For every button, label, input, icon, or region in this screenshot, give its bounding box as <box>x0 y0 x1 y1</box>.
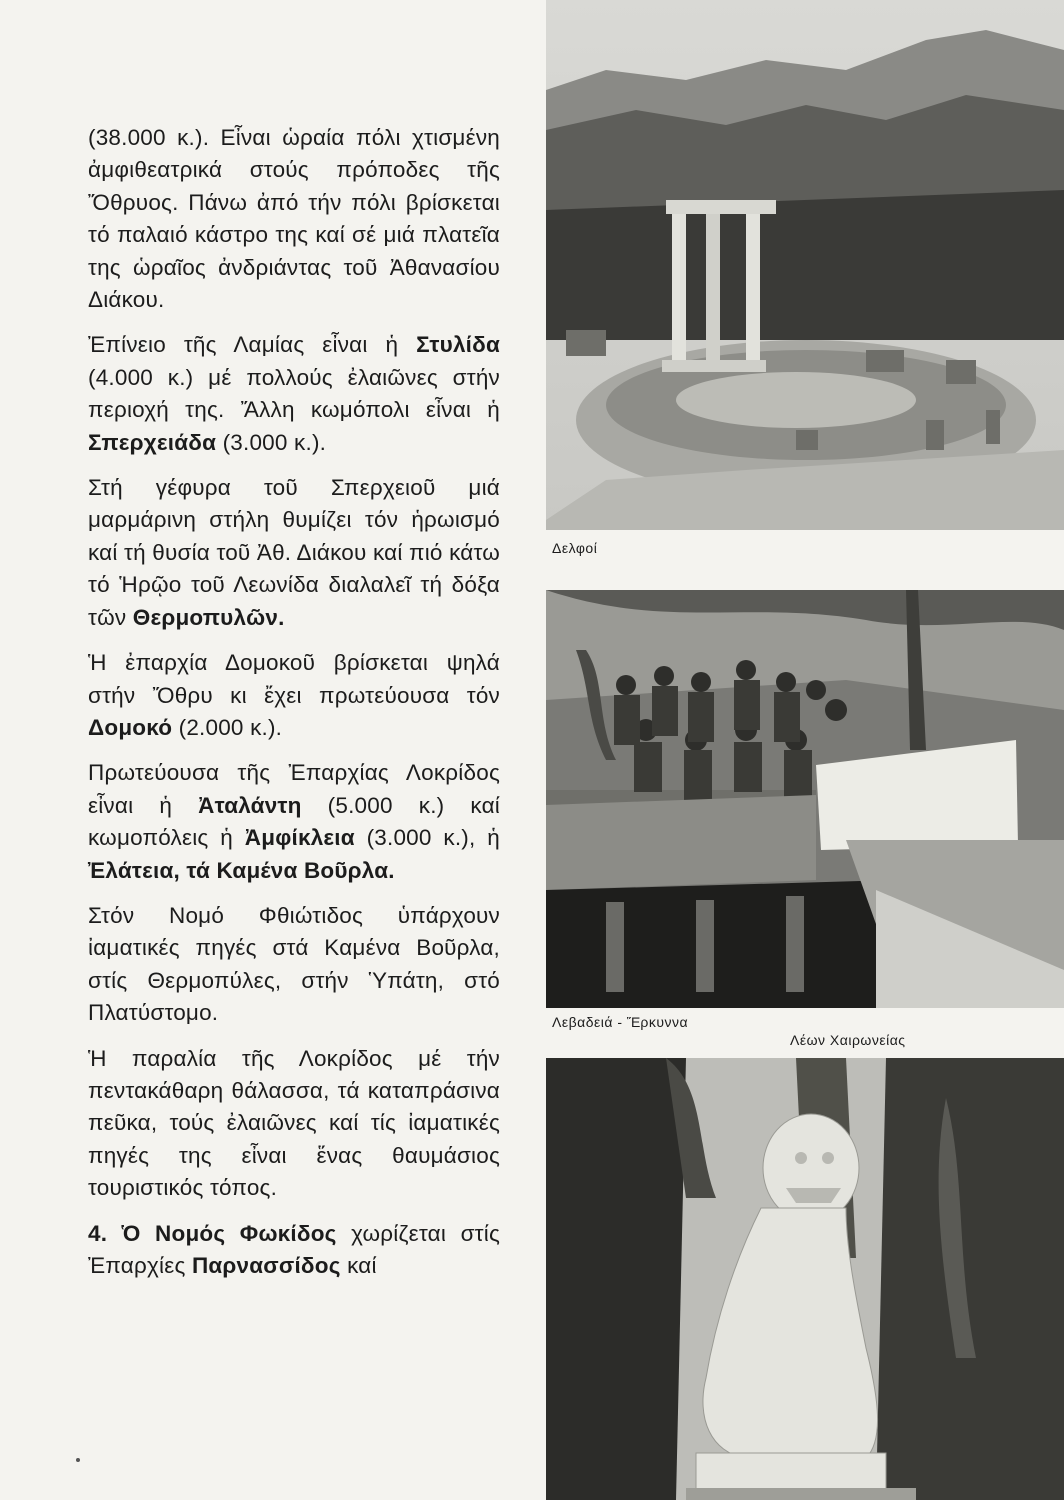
p1-text: (38.000 κ.). Εἶναι ὡραία πόλι χτισμένη ἀμφιθεατρικά στούς πρόποδες τῆς Ὄθρυος. Πάνω ἀπό τήν πόλι βρίσκεται τό παλαιό κάστρο της καί σέ μιά πλατεῖα της ὡραῖος ἀνδριάντας τοῦ Ἀθανασίου Διάκου. <box>88 125 500 313</box>
place-spercheiada: Σπερχειάδα <box>88 429 217 455</box>
caption-levadeia: Λεβαδειά - Ἕρκυννα <box>552 1014 689 1030</box>
p8-text-d: καί <box>340 1253 377 1278</box>
paragraph-lamia <box>88 122 500 316</box>
place-thermopylae: Θερμοπυλῶν. <box>132 604 285 630</box>
p8-text-b: χωρίζεται στίς Ἐπαρχίες <box>88 1220 500 1278</box>
p3-text-a: Στή γέφυρα τοῦ Σπερχειοῦ μιά μαρμάρινη στήλη θυμίζει τόν ἡρωισμό καί τή θυσία τοῦ Ἀθ. Διάκου καί πιό κάτω τό Ἡρῷο τοῦ Λεωνίδα διαλαλεῖ τή δόξα τῶν <box>88 475 500 630</box>
place-domokos: Δομοκό <box>88 714 173 740</box>
paragraph-thermopylae <box>88 472 500 634</box>
place-parnassida: Παρνασσίδος <box>191 1253 341 1278</box>
photo-delphi <box>546 0 1064 530</box>
paragraph-springs <box>88 900 500 1030</box>
p5-text-a: Πρωτεύουσα τῆς Ἐπαρχίας Λοκρίδος εἶναι ἡ <box>88 760 500 818</box>
p6-text: Στόν Νομό Φθιώτιδος ὑπάρχουν ἰαματικές πηγές στά Καμένα Βοῦρλα, στίς Θερμοπύλες, στήν Ὑπάτη, στό Πλατύστομο. <box>88 902 500 1026</box>
place-amfikleia: Ἀμφίκλεια <box>244 825 355 851</box>
lion-chaironeia-image <box>546 1058 1064 1500</box>
caption-delphi: Δελφοί <box>552 540 598 556</box>
place-stylida: Στυλίδα <box>416 332 500 358</box>
photo-chaironeia <box>546 1058 1064 1500</box>
paragraph-stylida <box>88 329 500 459</box>
p5-text-c: (5.000 κ.) καί κωμοπόλεις ἡ <box>88 792 500 851</box>
p2-text-a: Ἐπίνειο τῆς Λαμίας εἶναι ἡ <box>88 332 417 358</box>
p2-text-c: (4.000 κ.) μέ πολλούς ἐλαιῶνες στήν περιοχή της. Ἄλλη κωμόπολι εἶναι ἡ <box>88 364 500 423</box>
p7-text: Ἡ παραλία τῆς Λοκρίδος μέ τήν πεντακάθαρη θάλασσα, τά καταπράσινα πεῦκα, τούς ἐλαιῶνες καί τίς ἰαματικές πηγές της εἶναι ἕνας θαυμάσιος τουριστικός τόπος. <box>88 1045 500 1201</box>
page-mark <box>76 1458 80 1462</box>
p4-text-c: (2.000 κ.). <box>172 714 283 740</box>
photo-levadeia <box>546 590 1064 1008</box>
paragraph-coast <box>88 1043 500 1205</box>
place-elateia: Ἐλάτεια, τά Καμένα Βοῦρλα. <box>88 857 395 883</box>
p4-text-a: Ἡ ἐπαρχία Δομοκοῦ βρίσκεται ψηλά στήν Ὄθρυ κι ἔχει πρωτεύουσα τόν <box>88 650 500 708</box>
heading-fokis: 4. Ὁ Νομός Φωκίδος <box>88 1220 337 1246</box>
caption-chaironeia: Λέων Χαιρωνείας <box>790 1032 906 1048</box>
p2-text-e: (3.000 κ.). <box>216 429 327 455</box>
paragraph-domokos <box>88 647 500 744</box>
paragraph-fokis <box>88 1218 500 1283</box>
paragraph-lokris <box>88 757 500 887</box>
place-atalanti: Ἀταλάντη <box>198 792 302 818</box>
levadeia-herkyna-image <box>546 590 1064 1008</box>
p5-text-e: (3.000 κ.), ἡ <box>354 825 500 851</box>
delphi-tholos-image <box>546 0 1064 530</box>
body-text-column <box>88 122 500 1295</box>
